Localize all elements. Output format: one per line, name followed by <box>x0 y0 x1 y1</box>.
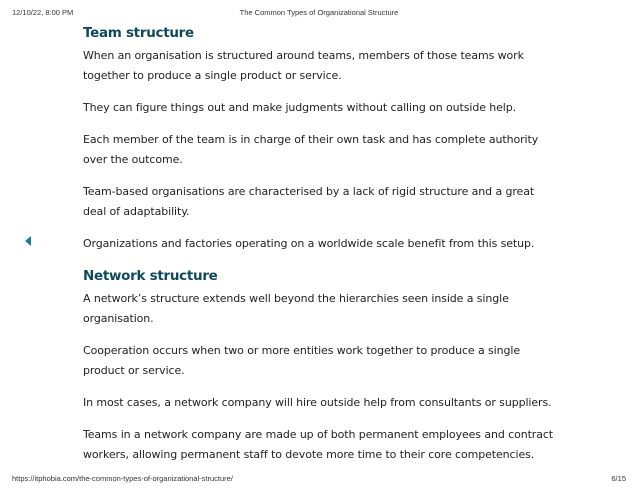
section-heading-team-structure: Team structure <box>83 25 194 41</box>
print-footer <box>0 474 638 486</box>
paragraph: Team-based organisations are characterised by a lack of rigid structure and a great deal of adaptability. <box>83 185 535 218</box>
caret-left-icon[interactable] <box>25 236 31 246</box>
print-date: 12/10/22, 8:00 PM <box>12 8 74 17</box>
document-title: The Common Types of Organizational Structure <box>239 8 399 17</box>
page-number: 6/15 <box>611 474 626 483</box>
print-header <box>0 8 638 20</box>
paragraph: Each member of the team is in charge of their own task and has complete authority over the outcome. <box>83 133 539 166</box>
paragraph: In most cases, a network company will hire outside help from consultants or suppliers. <box>83 396 552 409</box>
paragraph: Cooperation occurs when two or more entities work together to produce a single product or service. <box>83 344 521 377</box>
paragraph: They can figure things out and make judgments without calling on outside help. <box>83 101 517 114</box>
paragraph: Organizations and factories operating on a worldwide scale benefit from this setup. <box>83 237 535 250</box>
section-heading-network-structure: Network structure <box>83 268 218 284</box>
paragraph: When an organisation is structured around teams, members of those teams work together to produce a single product or service. <box>83 49 524 82</box>
article-content <box>83 22 553 465</box>
page-url: https://itphobia.com/the-common-types-of-organizational-structure/ <box>12 474 233 483</box>
paragraph: A network’s structure extends well beyond the hierarchies seen inside a single organisation. <box>83 292 509 325</box>
paragraph: Teams in a network company are made up of both permanent employees and contract workers, allowing permanent staff to devote more time to their core competencies. <box>83 428 554 461</box>
